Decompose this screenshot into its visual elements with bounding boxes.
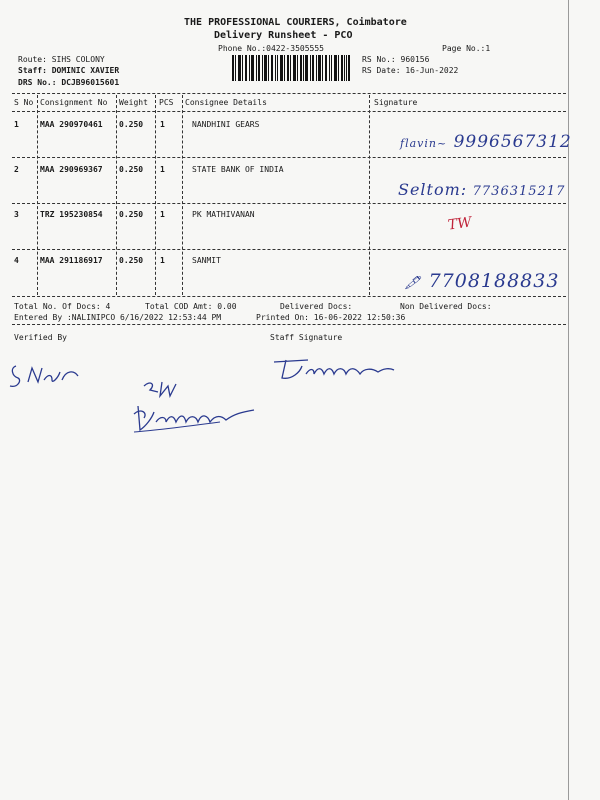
row-signature — [404, 270, 559, 292]
row-sno: 1 — [14, 120, 19, 129]
delivered-docs: Delivered Docs: — [280, 302, 353, 311]
row-consignment: MAA 290970461 — [40, 120, 103, 129]
company-title: THE PROFESSIONAL COURIERS, Coimbatore — [184, 17, 407, 28]
row-rule — [12, 157, 566, 158]
row-rule — [12, 249, 566, 250]
col-header-pcs: PCS — [159, 98, 174, 107]
col-header-weight: Weight — [119, 98, 148, 107]
row-consignment: MAA 291186917 — [40, 256, 103, 265]
runsheet-title: Delivery Runsheet - PCO — [214, 30, 353, 41]
page-number: Page No.:1 — [442, 44, 491, 53]
table-top-rule — [12, 93, 566, 94]
rs-date: RS Date: 16-Jun-2022 — [362, 66, 459, 75]
row-weight: 0.250 — [119, 165, 144, 174]
staff-signature-label: Staff Signature — [270, 333, 343, 342]
signature-phone: 7736315217 — [472, 184, 566, 199]
staff-signature-initials — [130, 372, 270, 442]
row-consignee: PK MATHIVANAN — [192, 210, 255, 219]
row-signature-mark: TW — [447, 214, 473, 234]
row-weight: 0.250 — [119, 210, 144, 219]
table-header-rule — [12, 111, 566, 112]
row-consignee: STATE BANK OF INDIA — [192, 165, 284, 174]
col-sep — [155, 95, 156, 295]
col-sep — [369, 95, 370, 295]
footer-rule — [12, 324, 566, 325]
page-edge — [568, 0, 569, 800]
row-sno: 3 — [14, 210, 19, 219]
table-bottom-rule — [12, 296, 566, 297]
barcode — [232, 55, 350, 81]
total-docs: Total No. Of Docs: 4 — [14, 302, 111, 311]
row-sno: 2 — [14, 165, 19, 174]
col-header-sno: S No — [14, 98, 34, 107]
col-sep — [37, 95, 38, 295]
row-consignment: TRZ 195230854 — [40, 210, 103, 219]
row-consignee: SANMIT — [192, 256, 221, 265]
row-pcs: 1 — [160, 120, 165, 129]
col-header-signature: Signature — [374, 98, 418, 107]
entered-by: Entered By :NALINIPCO 6/16/2022 12:53:44 PM — [14, 313, 222, 322]
row-consignee: NANDHINI GEARS — [192, 120, 260, 129]
signature-scrawl: flavin~ — [400, 137, 448, 150]
col-sep — [116, 95, 117, 295]
signature-phone: 7708188833 — [428, 270, 560, 292]
row-weight: 0.250 — [119, 120, 144, 129]
col-header-consignment: Consignment No — [40, 98, 108, 107]
row-sno: 4 — [14, 256, 19, 265]
row-signature — [400, 132, 572, 152]
rs-number: RS No.: 960156 — [362, 55, 430, 64]
printed-on: Printed On: 16-06-2022 12:50:36 — [256, 313, 406, 322]
non-delivered-docs: Non Delivered Docs: — [400, 302, 492, 311]
row-weight: 0.250 — [119, 256, 144, 265]
phone-number: Phone No.:0422-3505555 — [218, 44, 324, 53]
row-pcs: 1 — [160, 165, 165, 174]
signature-scrawl: 🖋 — [404, 276, 422, 291]
row-rule — [12, 203, 566, 204]
signature-scrawl: Seltom: — [398, 180, 468, 199]
row-signature — [398, 180, 565, 199]
row-consignment: MAA 290969367 — [40, 165, 103, 174]
verified-by-label: Verified By — [14, 333, 67, 342]
staff-name: Staff: DOMINIC XAVIER — [18, 66, 120, 75]
row-pcs: 1 — [160, 256, 165, 265]
drs-number: DRS No.: DCJB96015601 — [18, 78, 120, 87]
verified-signature — [8, 358, 88, 392]
route: Route: SIHS COLONY — [18, 55, 105, 64]
signature-phone: 9996567312 — [453, 132, 572, 152]
total-cod: Total COD Amt: 0.00 — [145, 302, 237, 311]
staff-signature — [268, 356, 398, 386]
row-pcs: 1 — [160, 210, 165, 219]
col-header-consignee: Consignee Details — [185, 98, 267, 107]
col-sep — [182, 95, 183, 295]
